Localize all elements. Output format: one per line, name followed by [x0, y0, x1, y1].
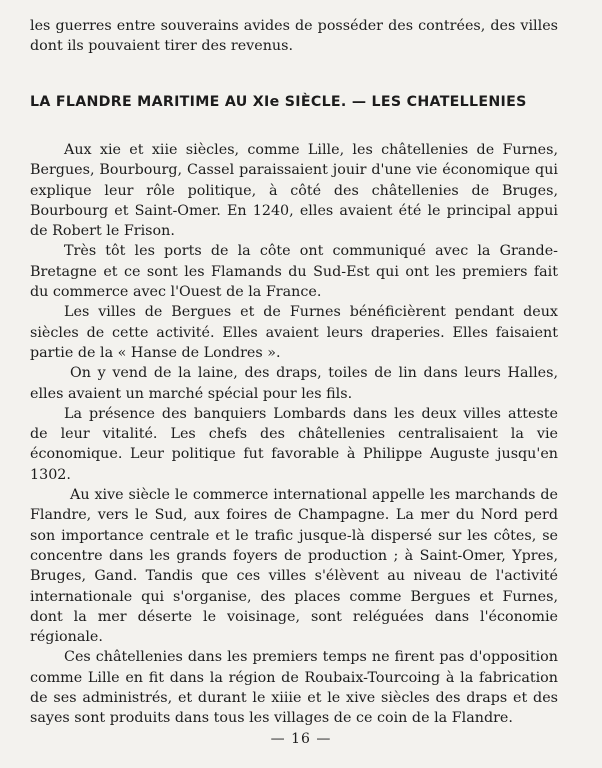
intro-text: les guerres entre souverains avides de posséder des contrées, des villes dont ils pouvaient tirer des revenus. — [30, 18, 558, 55]
page-number: — 16 — — [270, 731, 332, 747]
paragraph: Aux xie et xiie siècles, comme Lille, les châtellenies de Furnes, Bergues, Bourbourg, Cassel paraissaient jouir d'une vie économique qui explique leur rôle politique, à côté des châtellenies de Bruges, Bourbourg et Saint-Omer. En 1240, elles avaient été le principal appui de Robert le Frison. — [30, 142, 558, 240]
body-text — [30, 140, 558, 729]
paragraph: Ces châtellenies dans les premiers temps ne firent pas d'opposition comme Lille en fit dans la région de Roubaix-Tourcoing à la fabrication de ses administrés, et durant le xiiie et le xive siècles des draps et des sayes sont produits dans tous les villages de ce coin de la Flandre. — [30, 649, 558, 727]
paragraph: Au xive siècle le commerce international appelle les marchands de Flandre, vers le Sud, aux foires de Champagne. La mer du Nord perd son importance centrale et le trafic jusque-là dispersé sur les côtes, se concentre dans les grands foyers de production ; à Saint-Omer, Ypres, Bruges, Gand. Tandis que ces villes s'élèvent au niveau de l'activité internationale qui s'organise, des places comme Bergues et Furnes, dont la mer déserte le voisinage, sont reléguées dans l'économie régionale. — [30, 487, 558, 646]
paragraph: La présence des banquiers Lombards dans les deux villes atteste de leur vitalité. Les chefs des châtellenies centralisaient la vie économique. Leur politique fut favorable à Philippe Auguste jusqu'en 1302. — [30, 405, 558, 483]
paragraph: Très tôt les ports de la côte ont communiqué avec la Grande-Bretagne et ce sont les Flamands du Sud-Est qui ont les premiers fait du commerce avec l'Ouest de la France. — [30, 243, 558, 301]
section-heading: LA FLANDRE MARITIME AU XIe SIÈCLE. — LES CHATELLENIES — [30, 94, 527, 110]
paragraph: Les villes de Bergues et de Furnes bénéficièrent pendant deux siècles de cette activité. Elles avaient leurs draperies. Elles faisaient partie de la « Hanse de Londres ». — [30, 304, 558, 361]
paragraph: On y vend de la laine, des draps, toiles de lin dans leurs Halles, elles avaient un marché spécial pour les fils. — [30, 365, 558, 402]
